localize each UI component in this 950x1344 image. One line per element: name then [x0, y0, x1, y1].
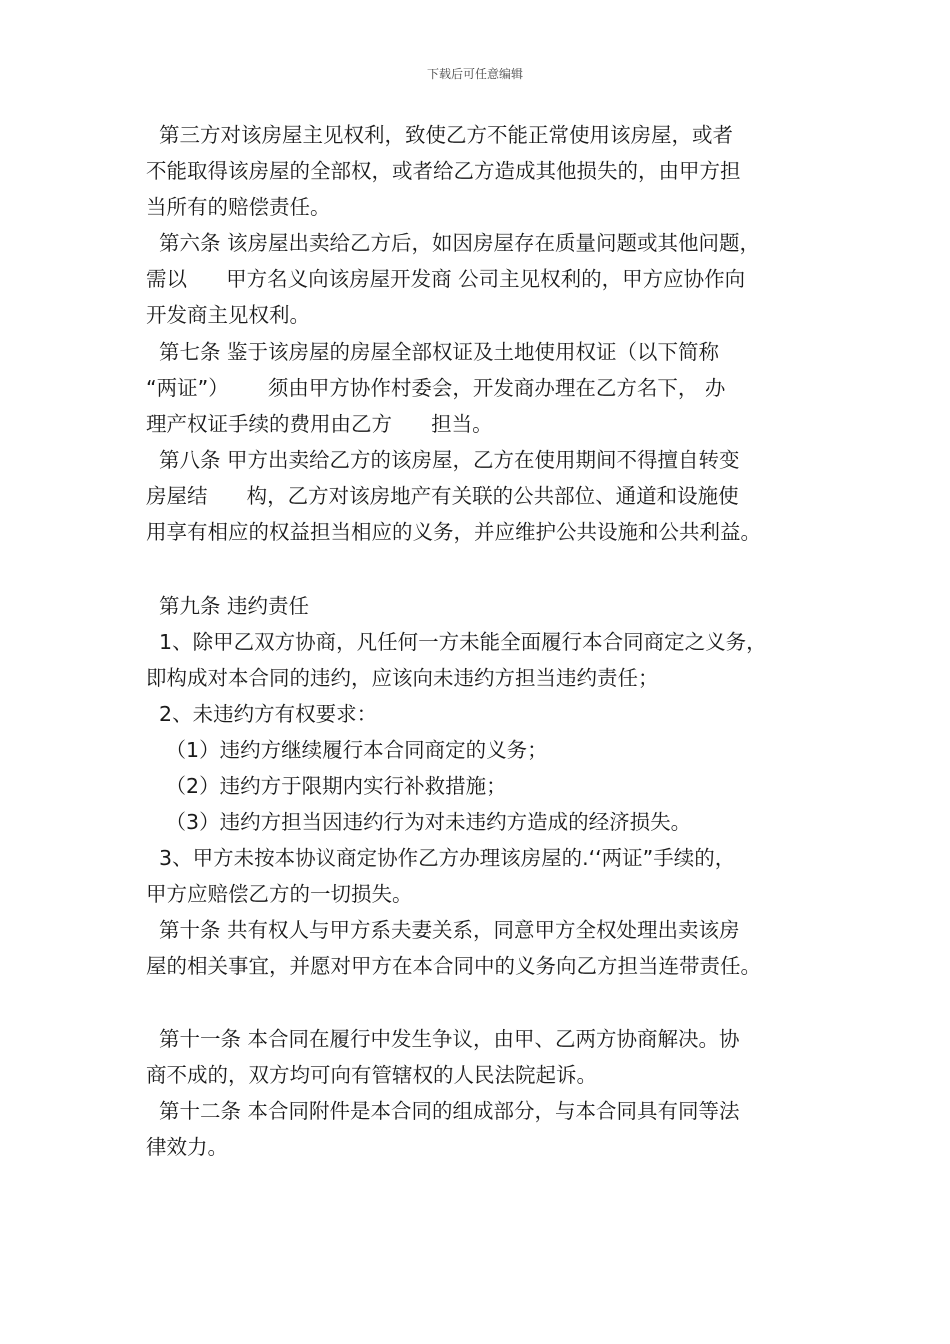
text-line: “两证”） 须由甲方协作村委会，开发商办理在乙方名下， 办: [146, 376, 726, 400]
text-line: 第七条 鉴于该房屋的房屋全部权证及土地使用权证（以下简称: [146, 340, 720, 364]
text-line: 2、未违约方有权要求：: [146, 702, 378, 726]
text-line: 第八条 甲方出卖给乙方的该房屋，乙方在使用期间不得擅自转变: [146, 448, 740, 472]
text-line: 理产权证手续的费用由乙方 担当。: [146, 412, 493, 436]
text-line: 商不成的，双方均可向有管辖权的人民法院起诉。: [146, 1063, 597, 1087]
text-line: 需以 甲方名义向该房屋开发商 公司主见权利的，甲方应协作向: [146, 267, 746, 291]
text-line: 用享有相应的权益担当相应的义务，并应维护公共设施和公共利益。: [146, 520, 761, 544]
text-line: 开发商主见权利。: [146, 303, 310, 327]
text-line: （3）违约方担当因违约行为对未违约方造成的经济损失。: [146, 810, 692, 834]
page-header: 下载后可任意编辑: [426, 67, 523, 81]
text-line: 屋的相关事宜，并愿对甲方在本合同中的义务向乙方担当连带责任。: [146, 954, 761, 978]
text-line: （1）违约方继续履行本合同商定的义务；: [146, 738, 548, 762]
section-heading: 第九条 违约责任: [146, 594, 310, 618]
text-line: 1、除甲乙双方协商，凡任何一方未能全面履行本合同商定之义务，: [146, 630, 767, 654]
text-line: 即构成对本合同的违约，应该向未违约方担当违约责任；: [146, 666, 659, 690]
text-line: 甲方应赔偿乙方的一切损失。: [146, 882, 413, 906]
text-line: 第六条 该房屋出卖给乙方后，如因房屋存在质量问题或其他问题，: [146, 231, 761, 255]
text-line: 不能取得该房屋的全部权，或者给乙方造成其他损失的，由甲方担: [146, 159, 741, 183]
text-line: 当所有的赔偿责任。: [146, 195, 331, 219]
text-line: 律效力。: [146, 1135, 228, 1159]
text-line: 3、甲方未按本协议商定协作乙方办理该房屋的.‘‘两证”手续的，: [146, 846, 736, 870]
text-line: 房屋结 构，乙方对该房地产有关联的公共部位、通道和设施使: [146, 484, 739, 508]
text-line: 第三方对该房屋主见权利，致使乙方不能正常使用该房屋，或者: [146, 123, 734, 147]
text-line: 第十一条 本合同在履行中发生争议，由甲、乙两方协商解决。协: [146, 1027, 740, 1051]
text-line: （2）违约方于限期内实行补救措施；: [146, 774, 507, 798]
text-line: 第十条 共有权人与甲方系夫妻关系，同意甲方全权处理出卖该房: [146, 918, 740, 942]
text-line: 第十二条 本合同附件是本合同的组成部分，与本合同具有同等法: [146, 1099, 740, 1123]
